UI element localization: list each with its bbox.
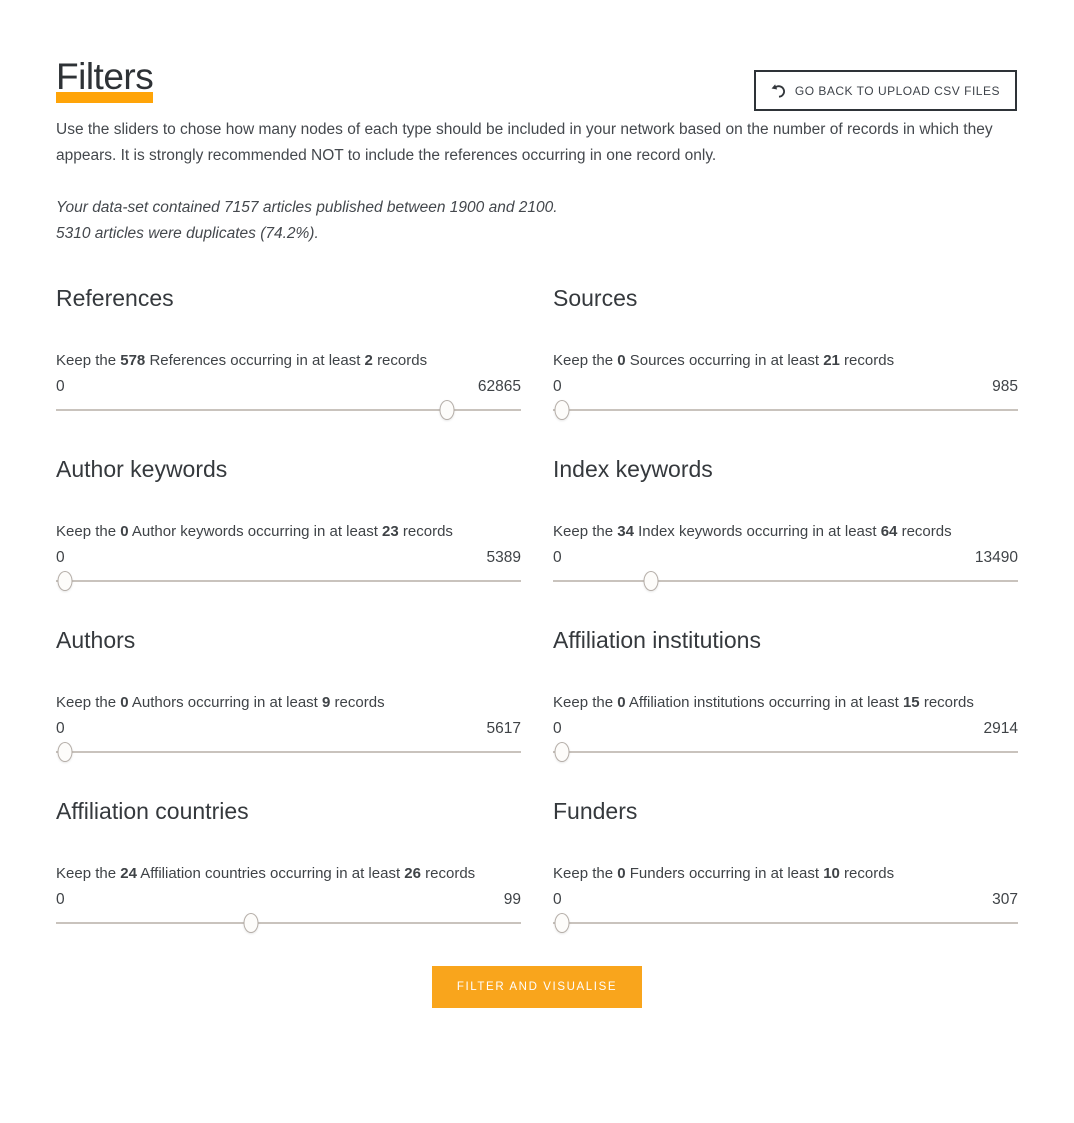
threshold-count: 21 (823, 352, 840, 369)
go-back-upload-button[interactable] (754, 70, 1017, 111)
slider-range-labels (56, 891, 521, 909)
keep-middle: Author keywords occurring in at least (131, 523, 378, 540)
page-title: Filters (56, 56, 154, 97)
slider-min-label: 0 (56, 891, 65, 908)
keep-middle: References occurring in at least (149, 352, 361, 369)
kept-count: 34 (617, 523, 634, 540)
keep-suffix: records (425, 865, 476, 882)
filter-and-visualise-button[interactable]: FILTER AND VISUALISE (432, 966, 642, 1008)
keep-suffix: records (377, 352, 428, 369)
kept-count: 0 (617, 694, 626, 711)
keep-prefix: Keep the (553, 694, 614, 711)
filter-section (553, 627, 1018, 765)
records-slider[interactable] (56, 741, 521, 765)
keep-prefix: Keep the (553, 523, 614, 540)
instructions-text: Use the sliders to chose how many nodes of each type should be included in your network based on the number of records in which they appears. It is strongly recommended NOT to include the references occurring in one record only. (56, 121, 993, 164)
keep-prefix: Keep the (56, 694, 117, 711)
dataset-summary (56, 195, 1018, 247)
slider-max-label: 2914 (983, 720, 1018, 737)
filter-section (56, 627, 521, 765)
filter-section-title: Funders (553, 798, 638, 824)
filter-section (553, 456, 1018, 594)
slider-max-label: 13490 (974, 549, 1018, 566)
slider-max-label: 5617 (486, 720, 521, 737)
records-slider[interactable] (56, 570, 521, 594)
keep-suffix: records (923, 694, 974, 711)
slider-max-label: 307 (992, 891, 1018, 908)
kept-count: 0 (120, 523, 129, 540)
records-slider[interactable] (553, 912, 1018, 936)
filter-section-title: Affiliation institutions (553, 627, 761, 653)
slider-handle[interactable] (555, 742, 570, 762)
slider-min-label: 0 (553, 720, 562, 737)
filter-section-title: References (56, 285, 174, 311)
kept-count: 0 (120, 694, 129, 711)
keep-line (553, 694, 1018, 711)
filter-section-title: Author keywords (56, 456, 228, 482)
slider-min-label: 0 (56, 720, 65, 737)
records-slider[interactable] (553, 570, 1018, 594)
dataset-summary-line1: Your data-set contained 7157 articles published between 1900 and 2100. (56, 199, 558, 216)
undo-icon (771, 83, 786, 98)
slider-max-label: 985 (992, 378, 1018, 395)
filter-section-title: Authors (56, 627, 136, 653)
slider-handle[interactable] (58, 571, 73, 591)
kept-count: 0 (617, 865, 626, 882)
slider-max-label: 62865 (477, 378, 521, 395)
keep-suffix: records (901, 523, 952, 540)
back-button-label: GO BACK TO UPLOAD CSV FILES (794, 83, 1000, 98)
slider-handle[interactable] (555, 913, 570, 933)
kept-count: 578 (120, 352, 146, 369)
records-slider[interactable] (56, 912, 521, 936)
slider-track[interactable] (56, 751, 521, 753)
slider-min-label: 0 (56, 549, 65, 566)
slider-range-labels (553, 378, 1018, 396)
slider-track[interactable] (553, 409, 1018, 411)
keep-middle: Sources occurring in at least (629, 352, 820, 369)
keep-middle: Funders occurring in at least (629, 865, 820, 882)
slider-range-labels (553, 720, 1018, 738)
filter-section (553, 798, 1018, 936)
threshold-count: 9 (322, 694, 331, 711)
filters-grid (56, 285, 1018, 936)
keep-suffix: records (844, 865, 895, 882)
slider-range-labels (553, 891, 1018, 909)
slider-handle[interactable] (643, 571, 658, 591)
slider-track[interactable] (553, 922, 1018, 924)
slider-max-label: 5389 (486, 549, 521, 566)
keep-suffix: records (402, 523, 453, 540)
slider-min-label: 0 (553, 549, 562, 566)
dataset-summary-line2: 5310 articles were duplicates (74.2%). (56, 225, 319, 242)
keep-middle: Authors occurring in at least (131, 694, 318, 711)
keep-suffix: records (334, 694, 385, 711)
threshold-count: 64 (880, 523, 898, 540)
keep-prefix: Keep the (56, 865, 117, 882)
slider-min-label: 0 (553, 891, 562, 908)
filter-section-title: Affiliation countries (56, 798, 249, 824)
keep-prefix: Keep the (56, 352, 117, 369)
slider-max-label: 99 (503, 891, 521, 908)
slider-handle[interactable] (555, 400, 570, 420)
keep-prefix: Keep the (553, 352, 614, 369)
slider-range-labels (56, 378, 521, 396)
filter-section (56, 798, 521, 936)
filter-section (56, 456, 521, 594)
keep-middle: Affiliation countries occurring in at least (140, 865, 401, 882)
slider-min-label: 0 (553, 378, 562, 395)
slider-track[interactable] (553, 751, 1018, 753)
kept-count: 24 (120, 865, 137, 882)
kept-count: 0 (617, 352, 626, 369)
keep-line (56, 523, 521, 540)
keep-middle: Affiliation institutions occurring in at least (628, 694, 899, 711)
filter-section (553, 285, 1018, 423)
slider-track[interactable] (56, 580, 521, 582)
slider-track[interactable] (553, 580, 1018, 582)
threshold-count: 26 (404, 865, 421, 882)
keep-line (553, 865, 1018, 882)
slider-min-label: 0 (56, 378, 65, 395)
records-slider[interactable] (553, 741, 1018, 765)
keep-line (56, 352, 521, 369)
keep-suffix: records (844, 352, 895, 369)
filter-section (56, 285, 521, 423)
keep-line (553, 523, 1018, 540)
records-slider[interactable] (553, 399, 1018, 423)
slider-range-labels (553, 549, 1018, 567)
threshold-count: 10 (823, 865, 840, 882)
keep-prefix: Keep the (553, 865, 614, 882)
keep-line (56, 694, 521, 711)
slider-range-labels (56, 720, 521, 738)
slider-range-labels (56, 549, 521, 567)
slider-track[interactable] (56, 922, 521, 924)
slider-handle[interactable] (244, 913, 259, 933)
records-slider[interactable] (56, 399, 521, 423)
threshold-count: 2 (364, 352, 373, 369)
threshold-count: 15 (902, 694, 920, 711)
keep-middle: Index keywords occurring in at least (638, 523, 877, 540)
slider-handle[interactable] (58, 742, 73, 762)
filter-section-title: Index keywords (553, 456, 713, 482)
keep-line (56, 865, 521, 882)
filter-section-title: Sources (553, 285, 638, 311)
threshold-count: 23 (382, 523, 399, 540)
keep-line (553, 352, 1018, 369)
keep-prefix: Keep the (56, 523, 117, 540)
slider-handle[interactable] (439, 400, 454, 420)
